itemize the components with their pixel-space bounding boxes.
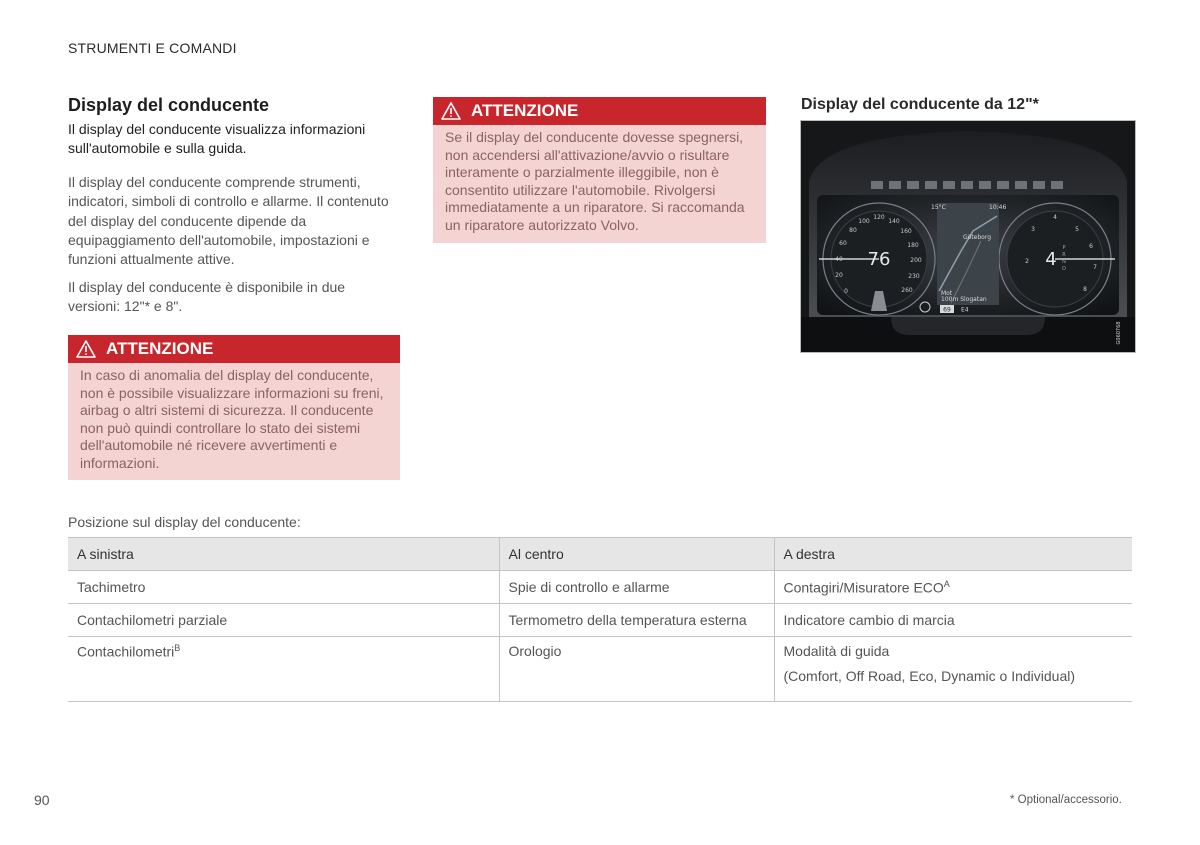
- column-header: Al centro: [499, 538, 774, 571]
- warning-title: ATTENZIONE: [106, 339, 214, 358]
- speed-readout: 76: [867, 249, 891, 270]
- page-number: 90: [34, 792, 50, 808]
- table-cell: Orologio: [499, 637, 774, 702]
- body-paragraph-1: Il display del conducente comprende strumenti, indicatori, simboli di controllo e allarme. Il contenuto del display del conducente dipende da equipaggiamento dell'automobile, impostazioni e funzioni attualmente attive.: [68, 174, 389, 268]
- tacho-label: 5: [1075, 226, 1079, 233]
- warning-title: ATTENZIONE: [471, 101, 579, 120]
- figure-code: G060768: [1116, 321, 1122, 345]
- speedo-label: 160: [900, 228, 912, 235]
- gear-letter: N: [1062, 259, 1066, 265]
- section-header: STRUMENTI E COMANDI: [68, 40, 237, 56]
- warning-triangle-icon: [441, 102, 461, 120]
- table-row: [68, 571, 1132, 604]
- table-row: [68, 604, 1132, 637]
- map-city-label: Göteborg: [963, 234, 992, 241]
- table-header-row: [68, 538, 1132, 571]
- table-cell: [774, 571, 1132, 604]
- speedo-label: 180: [907, 242, 919, 249]
- nav-instruction: Mot: [941, 290, 953, 297]
- gear-readout: 4: [1045, 249, 1057, 270]
- clock-readout: 10:46: [989, 204, 1007, 211]
- tacho-label: 3: [1031, 226, 1035, 233]
- intro-text: Il display del conducente visualizza informazioni sull'automobile e sulla guida.: [68, 121, 366, 156]
- cell-text: Contagiri/Misuratore ECO: [783, 579, 944, 596]
- nav-street: 100m Slogatan: [941, 296, 987, 303]
- figure-title: Display del conducente da 12"*: [801, 96, 1039, 113]
- temperature-readout: 15°C: [931, 204, 946, 211]
- gear-letter: P: [1062, 245, 1066, 251]
- table-cell: [774, 637, 1132, 702]
- speed-limit-sign: 69: [943, 306, 951, 314]
- cell-text: Modalità di guida: [783, 643, 890, 659]
- speedo-label: 80: [849, 227, 857, 234]
- column-header: A destra: [774, 538, 1132, 571]
- table-cell: [68, 637, 499, 702]
- tacho-label: 7: [1093, 264, 1097, 271]
- warning-triangle-icon: [76, 340, 96, 358]
- tacho-label: 4: [1053, 214, 1057, 221]
- tacho-label: 6: [1089, 243, 1093, 250]
- warning-header: [433, 97, 766, 125]
- speedo-label: 40: [835, 256, 843, 263]
- driver-display-illustration: [801, 121, 1135, 352]
- position-table: [68, 537, 1132, 702]
- speedo-label: 260: [901, 287, 913, 294]
- table-cell: Indicatore cambio di marcia: [774, 604, 1132, 637]
- gear-letter: R: [1062, 252, 1066, 258]
- warning-text: Se il display del conducente dovesse spegnersi, non accendersi all'attivazione/avvio o risultare interamente o parzialmente illeggibile, non è consentito utilizzare l'automobile. Rivolgersi immediatamente a un riparatore. Si raccomanda un riparatore autorizzato Volvo.: [445, 129, 745, 233]
- section-title: Display del conducente: [68, 95, 270, 115]
- speedo-label: 100: [858, 218, 870, 225]
- column-header: A sinistra: [68, 538, 499, 571]
- warning-text: In caso di anomalia del display del conducente, non è possibile visualizzare informazioni su freni, airbag o altri sistemi di sicurezza. Il conducente non può quindi controllare lo stato dei sistemi dell'automobile né ricevere avvertimenti e informazioni.: [80, 367, 384, 471]
- warning-header: [68, 335, 400, 363]
- footnote: * Optional/accessorio.: [1010, 794, 1122, 806]
- table-caption: Posizione sul display del conducente:: [68, 514, 301, 530]
- table-row: [68, 637, 1132, 702]
- speedo-label: 20: [835, 272, 843, 279]
- footnote-marker: A: [943, 578, 950, 589]
- speedo-label: 230: [908, 273, 920, 280]
- road-number: E4: [961, 306, 969, 314]
- speedo-label: 60: [839, 240, 847, 247]
- table-cell: Contachilometri parziale: [68, 604, 499, 637]
- speedo-label: 140: [888, 218, 900, 225]
- footnote-marker: B: [174, 643, 181, 653]
- cell-text-extra: (Comfort, Off Road, Eco, Dynamic o Individual): [783, 668, 1076, 684]
- warning-box-left: [68, 335, 400, 480]
- driver-display-figure: [800, 120, 1136, 353]
- speedo-label: 0: [844, 288, 848, 295]
- table-cell: Tachimetro: [68, 571, 499, 604]
- speedo-label: 200: [910, 257, 922, 264]
- warning-box-middle: [433, 97, 766, 243]
- tacho-label: 8: [1083, 286, 1087, 293]
- tacho-label: 2: [1025, 258, 1029, 265]
- table-cell: Termometro della temperatura esterna: [499, 604, 774, 637]
- cell-text: Contachilometri: [77, 643, 175, 660]
- table-cell: Spie di controllo e allarme: [499, 571, 774, 604]
- body-paragraph-2: Il display del conducente è disponibile in due versioni: 12"* e 8".: [68, 279, 346, 315]
- speedo-label: 120: [873, 214, 885, 221]
- gear-letter: D: [1062, 266, 1066, 272]
